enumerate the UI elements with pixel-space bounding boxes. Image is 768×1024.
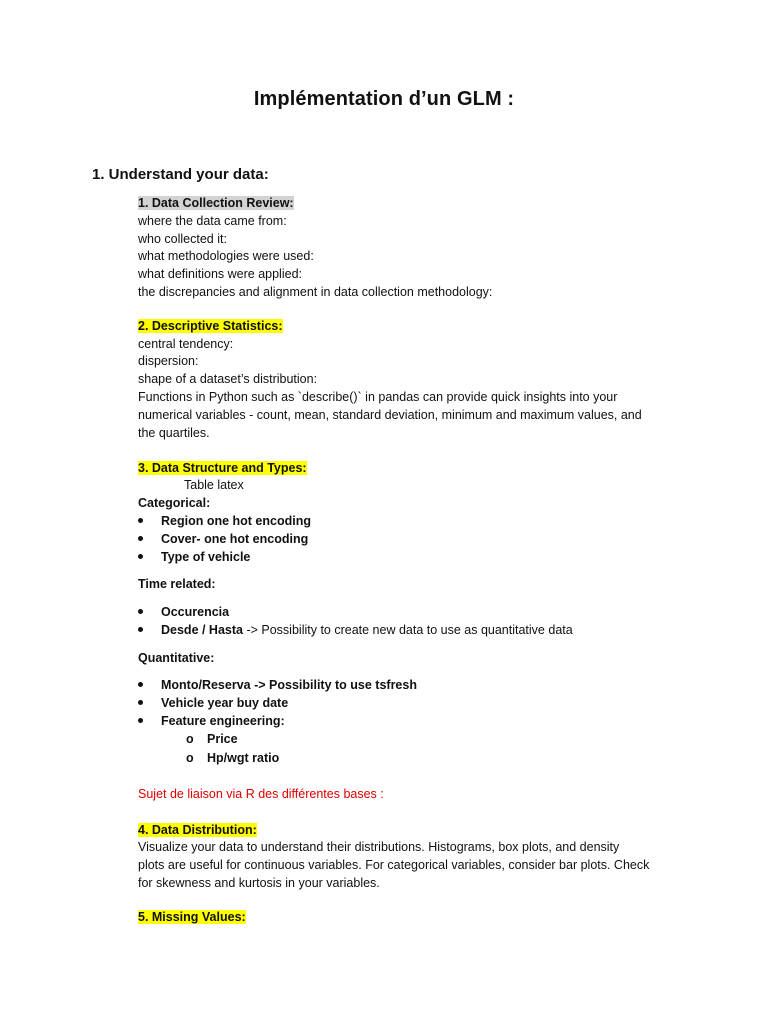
categorical-item: Cover- one hot encoding [161, 532, 309, 546]
quant-item [161, 695, 288, 712]
sec2-line: shape of a dataset’s distribution: [138, 372, 318, 386]
time-item-bold: Desde / Hasta [161, 623, 243, 637]
categorical-item: Type of vehicle [161, 550, 251, 564]
sec1-line: what definitions were applied: [138, 267, 302, 281]
sec3-header: 3. Data Structure and Types: [138, 461, 307, 475]
categorical-item: Region one hot encoding [161, 514, 311, 528]
sub-bullet-icon: o [186, 732, 194, 746]
bullet-icon [138, 604, 146, 621]
quant-item [161, 713, 285, 730]
sec4-header-wrap [138, 822, 257, 839]
sec1-line: the discrepancies and alignment in data collection methodology: [138, 285, 493, 299]
bullet-icon [138, 513, 146, 530]
heading-understand-data: 1. Understand your data: [92, 166, 269, 183]
quant-item-bold: Feature engineering: [161, 714, 285, 728]
time-item [161, 622, 573, 639]
quant-label: Quantitative: [138, 651, 215, 665]
quant-item-bold: Monto/Reserva [161, 678, 251, 692]
sec5-header: 5. Missing Values: [138, 910, 246, 924]
sec2-header-wrap [138, 318, 283, 335]
quant-item-rest: -> Possibility to use tsfresh [250, 678, 417, 692]
categorical-label: Categorical: [138, 496, 211, 510]
bullet-icon [138, 677, 146, 694]
time-item-rest: -> Possibility to create new data to use as quantitative data [242, 623, 573, 637]
quant-item-bold: Vehicle year buy date [161, 696, 289, 710]
bullet-icon [138, 695, 146, 712]
sec2-line: dispersion: [138, 354, 199, 368]
sub-item: Hp/wgt ratio [207, 751, 280, 765]
sec2-line: numerical variables - count, mean, standard deviation, minimum and maximum values, and [138, 408, 642, 422]
quant-item [161, 677, 417, 694]
sec1-header-wrap [138, 195, 294, 212]
sub-bullet-icon: o [186, 751, 194, 765]
red-note: Sujet de liaison via R des différentes bases : [138, 787, 384, 801]
sec4-line: Visualize your data to understand their distributions. Histograms, box plots, and density [138, 840, 620, 854]
sec1-header: 1. Data Collection Review: [138, 196, 294, 210]
sec2-line: Functions in Python such as `describe()` in pandas can provide quick insights into your [138, 390, 618, 404]
sec4-header: 4. Data Distribution: [138, 823, 257, 837]
table-note: Table latex [184, 478, 244, 492]
sec3-header-wrap [138, 460, 307, 477]
sec4-line: plots are useful for continuous variables. For categorical variables, consider bar plots. Check [138, 858, 650, 872]
sec2-line: the quartiles. [138, 426, 210, 440]
page-title: Implémentation d’un GLM : [253, 88, 515, 110]
time-item-bold: Occurencia [161, 605, 230, 619]
bullet-icon [138, 549, 146, 566]
sec4-line: for skewness and kurtosis in your variables. [138, 876, 380, 890]
bullet-icon [138, 622, 146, 639]
sec2-line: central tendency: [138, 337, 234, 351]
time-label: Time related: [138, 577, 216, 591]
sec1-line: where the data came from: [138, 214, 287, 228]
sec5-header-wrap [138, 909, 246, 926]
sec2-header: 2. Descriptive Statistics: [138, 319, 283, 333]
bullet-icon [138, 713, 146, 730]
sec1-line: what methodologies were used: [138, 249, 314, 263]
bullet-icon [138, 531, 146, 548]
time-item [161, 604, 229, 621]
sub-item: Price [207, 732, 238, 746]
sec1-line: who collected it: [138, 232, 227, 246]
